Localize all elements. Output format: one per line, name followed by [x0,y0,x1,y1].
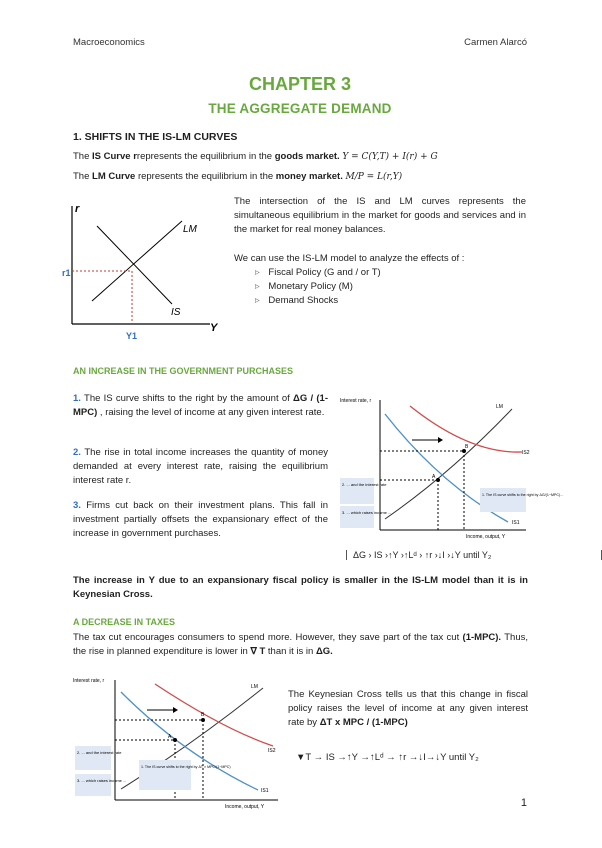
is-label: IS [171,307,181,318]
lm-curve-definition: The LM Curve represents the equilibrium in the money market. M/P = L(r,Y) [73,171,403,182]
svg-text:Income, output, Y: Income, output, Y [466,534,506,540]
list-item: ▹ Monetary Policy (M) [255,280,381,294]
svg-text:2. ... and the interest rate: 2. ... and the interest rate [77,750,122,755]
header-right: Carmen Alarcó [464,37,527,48]
keynesian-cross-paragraph: The Keynesian Cross tells us that this change in fiscal policy raises the level of income at any given interest rate by ΔT x MPC / (1-MPC) [288,689,528,728]
svg-text:IS1: IS1 [512,520,520,526]
svg-text:A: A [432,474,436,480]
intersection-paragraph: The intersection of the IS and LM curves represents the simultaneous equilibrium in the market for goods and services and in the market for real money balances. [234,196,526,235]
svg-text:LM: LM [251,684,258,690]
svg-text:Interest rate, r: Interest rate, r [340,398,372,404]
gov-point-2: 2. The rise in total income increases the quantity of money demanded at every interest rate, raising the equilibrium interest rate r. [73,447,328,486]
gov-graph [340,394,564,542]
svg-text:IS1: IS1 [261,788,269,794]
section-heading: 1. SHIFTS IN THE IS-LM CURVES [73,131,238,143]
svg-text:2. ... and the interest rate: 2. ... and the interest rate [342,482,387,487]
svg-text:1. The IS curve shifts to the: 1. The IS curve shifts to the right by ΔT × MPC/(1−MPC) [141,765,231,769]
chapter-subtitle: THE AGGREGATE DEMAND [208,101,392,116]
gov-point-3: 3. Firms cut back on their investment plans. This fall in investment partially offsets the expansionary effect of the increase in government purchases. [73,500,328,539]
list-item: ▹ Fiscal Policy (G and / or T) [255,266,381,280]
tax-paragraph: The tax cut encourages consumers to spend more. However, they save part of the tax cut (1-MPC). Thus, the rise in planned expenditure is lower in ∇ T than it is in ΔG. [73,632,528,657]
use-paragraph: We can use the IS-LM model to analyze the effects of : [234,253,465,264]
lm-label: LM [183,224,197,235]
svg-text:B: B [201,712,205,718]
svg-text:3. ... which raises income ...: 3. ... which raises income ... [77,778,127,783]
svg-text:Interest rate, r: Interest rate, r [73,678,105,684]
tax-graph [73,674,283,812]
y1-label: Y1 [126,331,138,341]
tax-chain: ▼T → IS →↑Y →↑Lᵈ → ↑r →↓I→↓Y until Y₂ [296,752,479,763]
gov-heading: AN INCREASE IN THE GOVERNMENT PURCHASES [73,366,294,376]
chapter-title: CHAPTER 3 [248,74,351,94]
svg-text:3. ... which raises income ...: 3. ... which raises income ... [342,510,392,515]
svg-text:Income, output, Y: Income, output, Y [225,804,265,810]
is-curve-definition: The IS Curve rrepresents the equilibrium in the goods market. Y = C(Y,T) + I(r) + G [73,151,438,162]
axis-y-label: Y [210,322,218,334]
gov-point-1: 1. The IS curve shifts to the right by the amount of ΔG / (1-MPC) , raising the level of income at any given interest rate. [73,393,328,418]
svg-text:IS2: IS2 [522,450,530,456]
r1-label: r1 [62,268,71,278]
svg-text:A: A [168,734,172,740]
header-left: Macroeconomics [73,37,145,48]
axis-r-label: r [75,203,80,215]
gov-chain: ΔG › IS ›↑Y ›↑Lᵈ › ↑r ›↓I ›↓Y until Y₂ [346,550,602,560]
svg-text:1. The IS curve shifts to the: 1. The IS curve shifts to the right by ΔG/(1−MPC)... [482,493,564,497]
svg-text:B: B [465,444,469,450]
islm-graph [62,196,232,346]
svg-text:IS2: IS2 [268,748,276,754]
policy-list [255,266,381,308]
list-item: ▹ Demand Shocks [255,294,381,308]
svg-text:LM: LM [496,404,503,410]
gov-conclusion: The increase in Y due to an expansionary fiscal policy is smaller in the IS-LM model than it is in Keynesian Cross. [73,575,528,600]
tax-heading: A DECREASE IN TAXES [73,617,176,627]
page-number: 1 [520,797,527,809]
